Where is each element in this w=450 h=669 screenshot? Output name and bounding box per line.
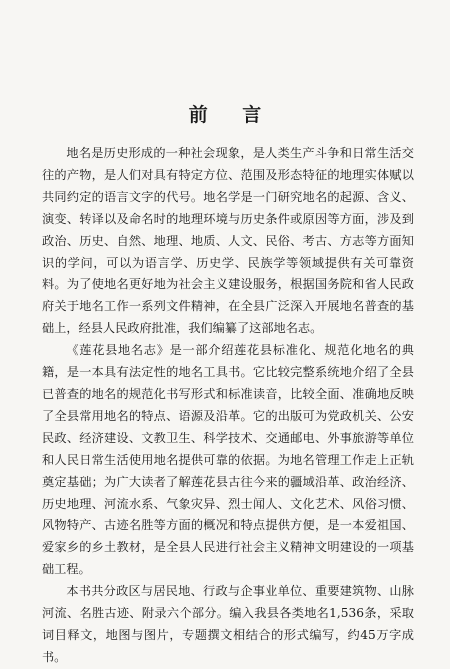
preface-body [42, 143, 414, 669]
paragraph-intro: 地名是历史形成的一种社会现象，是人类生产斗争和日常生活交往的产物，是人们对具有特定方位、范围及形态特征的地理实体赋以共同约定的语言文字的代号。地名学是一门研究地名的起源、含义、演变、转译以及命名时的地理环境与历史条件或原因等方面，涉及到政治、历史、自然、地理、地质、人文、民俗、考古、方志等方面知识的学问，可以为语言学、历史学、民族学等领域提供有关可靠资料。为了使地名更好地为社会主义建设服务，根据国务院和省人民政府关于地名工作一系列文件精神，在全县广泛深入开展地名普查的基础上，经县人民政府批准，我们编纂了这部地名志。 [42, 146, 414, 336]
page-title: 前 言 [188, 104, 276, 126]
paragraph-book-description: 《莲花县地名志》是一部介绍莲花县标准化、规范化地名的典籍，是一本具有法定性的地名工具书。它比较完整系统地介绍了全县已普查的地名的规范化书写形式和标准读音，比较全面、准确地反映了全县常用地名的特点、语源及沿革。它的出版可为党政机关、公安民政、经济建设、文教卫生、科学技术、交通邮电、外事旅游等单位和人民日常生活使用地名提供可靠的依据。为地名管理工作走上正轨奠定基础；为广大读者了解莲花县古往今来的疆域沿革、政治经济、历史地理、河流水系、气象灾异、烈士闻人、文化艺术、风俗习惯、风物特产、古迹名胜等方面的概况和特点提供方便，是一本爱祖国、爱家乡的乡土教材，是全县人民进行社会主义精神文明建设的一项基础工程。 [42, 343, 414, 577]
paragraph-contents: 本书共分政区与居民地、行政与企事业单位、重要建筑物、山脉河流、名胜古迹、附录六个部分。编入我县各类地名1,536条，采取词目释文，地图与图片，专题撰文相结合的形式编写，约45万字成书。 [42, 584, 414, 664]
